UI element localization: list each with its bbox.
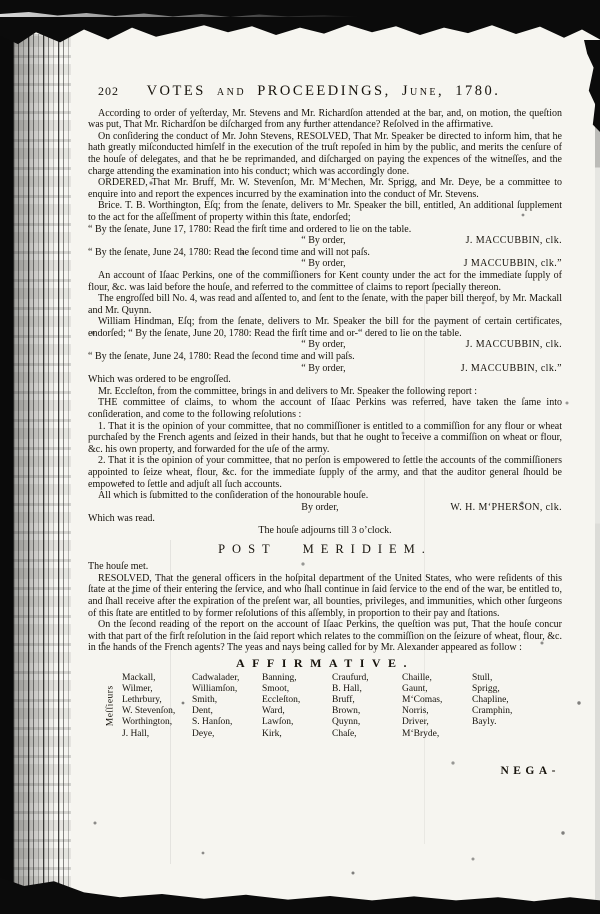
by-order-label: “ By order, xyxy=(301,235,346,247)
by-order-label: “ By order, xyxy=(301,339,346,351)
name-entry: Brown, xyxy=(332,706,361,717)
order-attestation xyxy=(88,363,562,375)
name-entry: Quynn, xyxy=(332,717,361,728)
name-entry: Sprigg, xyxy=(472,683,500,694)
name-entry: Dent, xyxy=(192,706,213,717)
name-entry: Chapline, xyxy=(472,694,509,705)
name-entry: Cadwalader, xyxy=(192,672,240,683)
resolution-1: 1. That it is the opinion of your committee, that no commiſſioner is entitled to a commiſſion for any flour or wheat purchaſed by the French agents and ſeized in their hands, but that he ought to receive a commiſſion on wheat or flour, &c. his own property, and forwarded for the uſe of the army. xyxy=(88,420,562,455)
order-attestation xyxy=(88,502,562,514)
name-entry: M‘Comas, xyxy=(402,694,443,705)
post-meridiem-heading: POST MERIDIEM. xyxy=(218,541,432,556)
by-order-label: “ By order, xyxy=(301,362,346,374)
clerk-signature: W. H. M‘PHERSON, clk. xyxy=(450,501,562,513)
paragraph: ORDERED, That Mr. Bruff, Mr. W. Stevenſon, Mr. M‘Mechen, Mr. Sprigg, and Mr. Deye, be a committee to enquire into and report the expences incurred by the examination into the conduct of Mr. Stevens. xyxy=(88,177,562,200)
paragraph: An account of Iſaac Perkins, one of the commiſſioners for Kent county under the act for the immediate ſupply of flour, &c. was laid before the houſe, and referred to the committee of claims to report ſpecially thereon. xyxy=(88,269,562,293)
name-entry: Lawſon, xyxy=(262,717,294,728)
scan-bottom-edge xyxy=(0,874,600,914)
scan-top-edge xyxy=(0,0,600,46)
name-entry: Bayly. xyxy=(472,717,497,728)
paragraph: THE committee of claims, to whom the account of Iſaac Perkins was referred, have taken the ſame into conſideration, and come to the following reſolutions : xyxy=(88,397,562,421)
order-attestation xyxy=(88,258,562,270)
name-entry: Cramphin, xyxy=(472,706,513,717)
name-entry: W. Stevenſon, xyxy=(122,706,176,717)
clerk-signature: J. MACCUBBIN, clk.” xyxy=(460,362,562,374)
messieurs-label xyxy=(100,673,122,740)
senate-endorsement: “ By the ſenate, June 24, 1780: Read the ſecond time and will not paſs. xyxy=(88,246,370,258)
adjournment-line: The houſe adjourns till 3 o’clock. xyxy=(258,524,392,536)
affirmative-heading: AFFIRMATIVE. xyxy=(235,655,415,670)
name-entry: Mackall, xyxy=(122,672,156,683)
name-entry: Smith, xyxy=(192,694,218,705)
name-entry: Bruff, xyxy=(332,694,355,705)
name-entry: Stull, xyxy=(472,672,493,683)
paragraph: On the ſecond reading of the report on the account of Iſaac Perkins, the queſtion was put, That the houſe concur with that part of the firſt reſolution in the ſaid report which relates to the commiſſion on the ſeizure of wheat, flour, &c. in the hands of the French agents? The yeas and nays being called for by Mr. Alexander appeared as follow : xyxy=(88,619,562,654)
page-title: VOTES and PROCEEDINGS, June, 1780. xyxy=(146,83,501,99)
affirmative-column-4 xyxy=(332,673,402,740)
name-entry: Worthington, xyxy=(122,717,173,728)
affirmative-vote-list xyxy=(100,673,562,740)
name-entry: Lethrbury, xyxy=(122,694,162,705)
paragraph: The houſe met. xyxy=(88,561,149,573)
affirmative-column-2 xyxy=(192,673,262,740)
scan-left-edge xyxy=(0,0,13,914)
scan-top-right-edge xyxy=(584,40,600,132)
name-entry: S. Hanſon, xyxy=(192,717,233,728)
resolution-2: 2. That it is the opinion of your committee, that no perſon is empowered to ſettle the accounts of the commiſſioners appointed to ſeize wheat, flour, &c. for the immediate ſupply of the army, and that the auditor general ſhould be empowered to ſettle and adjuſt all ſuch accounts. xyxy=(88,455,562,490)
order-attestation xyxy=(88,235,562,247)
name-entry: Wilmer, xyxy=(122,683,153,694)
scan-right-edge xyxy=(595,46,600,914)
name-entry: Williamſon, xyxy=(192,683,238,694)
name-entry: M‘Bryde, xyxy=(402,728,440,739)
paragraph: The engroſſed bill No. 4, was read and aſſented to, and ſent to the ſenate, with the paper bill thereof, by Mr. Mackall and Mr. Quynn. xyxy=(88,293,562,316)
paragraph: Brice. T. B. Worthington, Eſq; from the ſenate, delivers to Mr. Speaker the bill, entitled, An additional ſupplement to the act for the aſſeſſment of property within this ſtate, endorſed; xyxy=(88,200,562,223)
affirmative-column-3 xyxy=(262,673,332,740)
paragraph: Which was read. xyxy=(88,513,155,525)
clerk-signature: J. MACCUBBIN, clk. xyxy=(465,235,562,247)
page-header xyxy=(88,83,562,99)
paragraph: Which was ordered to be engroſſed. xyxy=(88,374,231,386)
messieurs-text: Meſſieurs xyxy=(105,685,116,727)
by-order-label: By order, xyxy=(301,501,339,513)
order-attestation xyxy=(88,339,562,351)
paragraph: According to order of yeſterday, Mr. Stevens and Mr. Richardſon attended at the bar, and, on motion, the queſtion was put, That Mr. Richardſon be diſcharged from any further attendance? Reſolved in the affirmative. xyxy=(88,107,562,131)
name-entry: Deye, xyxy=(192,728,215,739)
name-entry: Driver, xyxy=(402,717,429,728)
catchword-nega: NEGA- xyxy=(500,764,560,777)
paragraph: All which is ſubmitted to the conſideration of the honourable houſe. xyxy=(98,490,369,502)
page-number: 202 xyxy=(98,84,119,98)
paragraph: Mr. Eccleſton, from the committee, brings in and delivers to Mr. Speaker the following report : xyxy=(98,385,478,397)
clerk-signature: J. MACCUBBIN, clk. xyxy=(465,339,562,351)
name-entry: Smoot, xyxy=(262,683,290,694)
name-entry: Ward, xyxy=(262,706,285,717)
affirmative-column-6 xyxy=(472,673,542,740)
name-entry: Craufurd, xyxy=(332,672,369,683)
by-order-label: “ By order, xyxy=(301,258,346,270)
name-entry: J. Hall, xyxy=(122,728,150,739)
senate-endorsement: “ By the ſenate, June 24, 1780: Read the ſecond time and will paſs. xyxy=(88,351,355,363)
name-entry: Chaille, xyxy=(402,672,432,683)
name-entry: Banning, xyxy=(262,672,297,683)
name-entry: B. Hall, xyxy=(332,683,362,694)
name-entry: Eccleſton, xyxy=(262,694,301,705)
affirmative-column-5 xyxy=(402,673,472,740)
name-entry: Norris, xyxy=(402,706,429,717)
name-entry: Kirk, xyxy=(262,728,282,739)
paragraph: William Hindman, Eſq; from the ſenate, delivers to Mr. Speaker the bill for the payment of certain certificates, endorſed; “ By the ſenate, June 20, 1780: Read the firſt time and or-“ dered to lie on the table. xyxy=(88,316,562,339)
paragraph: RESOLVED, That the general officers in the hoſpital department of the United States, who were reſidents of this ſtate at the time of their entering the ſervice, and who ſhall continue in ſaid ſervice to the end of the war, be entitled to, and ſhall receive after the expiration of the preſent war, all bounties, privileges, and immunities, which other ſurgeons of this ſtate are entitled to by former reſolutions of this aſſembly, in proportion to their pay and ſtations. xyxy=(88,572,562,619)
senate-endorsement: “ By the ſenate, June 17, 1780: Read the firſt time and ordered to lie on the table. xyxy=(88,223,412,235)
document-page xyxy=(88,83,562,777)
book-gutter-shadow xyxy=(13,34,71,904)
name-entry: Chaſe, xyxy=(332,728,357,739)
affirmative-column-1 xyxy=(122,673,192,740)
clerk-signature: J MACCUBBIN, clk.” xyxy=(463,258,562,270)
name-entry: Gaunt, xyxy=(402,683,428,694)
paragraph: On conſidering the conduct of Mr. John Stevens, RESOLVED, That Mr. Speaker be directed to inform him, that he hath greatly miſconducted himſelf in the execution of the truſt repoſed in him by the public, and merits the cenſure of the houſe of delegates, and that he be reprimanded, and diſcharged on paying the expences of the witneſſes, and the charge attending the examination into his conduct; which was accordingly done. xyxy=(88,130,562,177)
